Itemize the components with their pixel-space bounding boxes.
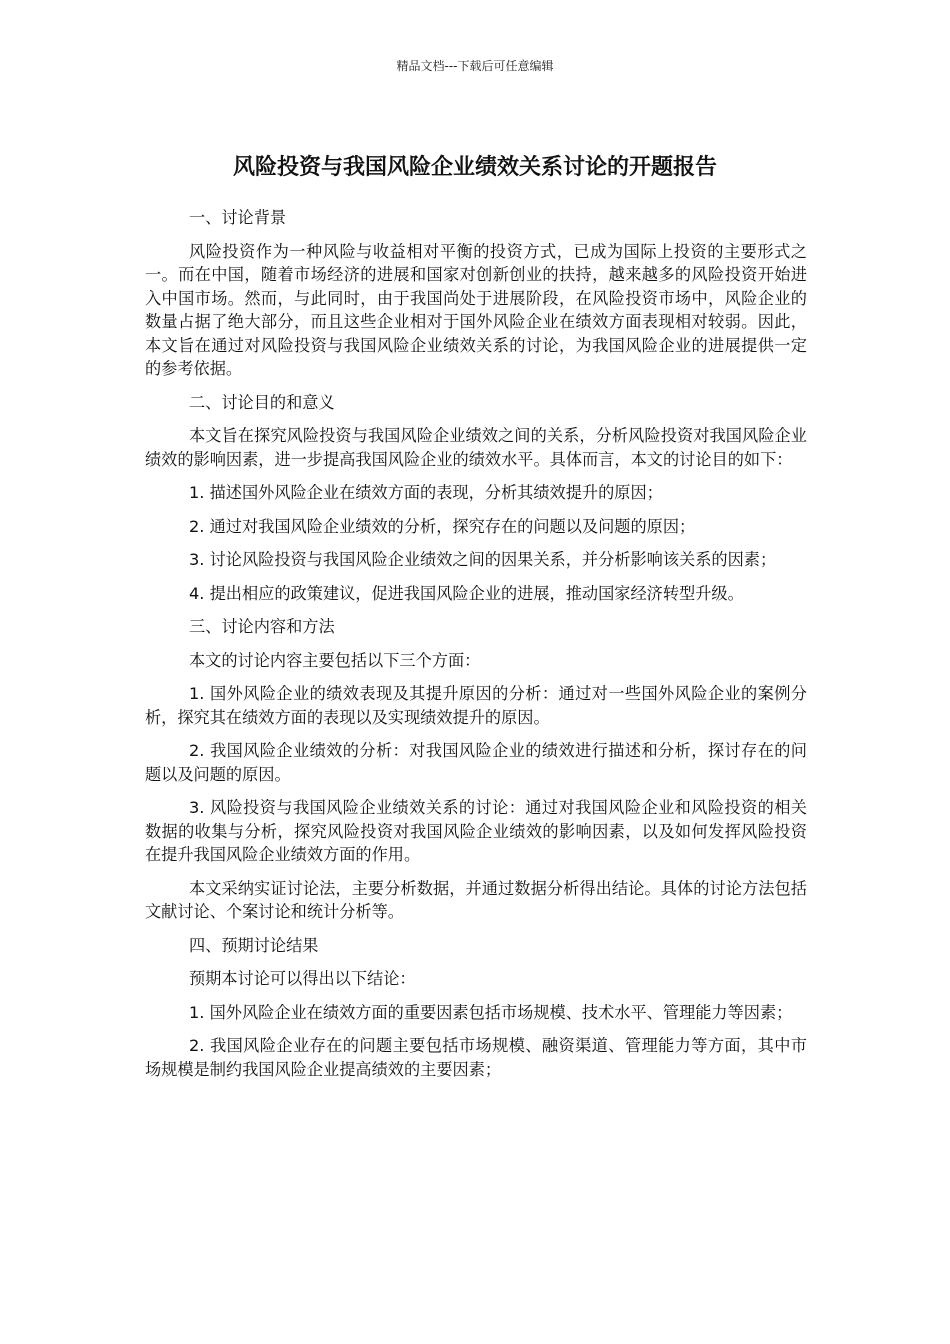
expected-item: 2. 我国风险企业存在的问题主要包括市场规模、融资渠道、管理能力等方面，其中市场规模是制约我国风险企业提高绩效的主要因素；: [145, 1036, 807, 1079]
background-paragraph: 风险投资作为一种风险与收益相对平衡的投资方式，已成为国际上投资的主要形式之一。而在中国，随着市场经济的进展和国家对创新创业的扶持，越来越多的风险投资开始进入中国市场。然而，与此同时，由于我国尚处于进展阶段，在风险投资市场中，风险企业的数量占据了绝大部分，而且这些企业相对于国外风险企业在绩效方面表现相对较弱。因此，本文旨在通过对风险投资与我国风险企业绩效关系的讨论，为我国风险企业的进展提供一定的参考依据。: [145, 241, 807, 378]
section-heading-purpose: 二、讨论目的和意义: [189, 392, 335, 412]
purpose-item: 2. 通过对我国风险企业绩效的分析，探究存在的问题以及问题的原因；: [189, 516, 696, 536]
page-header-watermark: 精品文档---下载后可任意编辑: [396, 59, 554, 73]
purpose-item: 3. 讨论风险投资与我国风险企业绩效之间的因果关系，并分析影响该关系的因素；: [189, 550, 777, 569]
purpose-intro-paragraph: 本文旨在探究风险投资与我国风险企业绩效之间的关系，分析风险投资对我国风险企业绩效的影响因素，进一步提高我国风险企业的绩效水平。具体而言，本文的讨论目的如下：: [145, 426, 807, 469]
content-item: 2. 我国风险企业绩效的分析：对我国风险企业的绩效进行描述和分析，探讨存在的问题以及问题的原因。: [145, 741, 807, 784]
section-heading-content: 三、讨论内容和方法: [189, 617, 335, 636]
content-intro-paragraph: 本文的讨论内容主要包括以下三个方面：: [189, 650, 481, 670]
expected-item: 1. 国外风险企业在绩效方面的重要因素包括市场规模、技术水平、管理能力等因素；: [189, 1002, 793, 1022]
document-title: 风险投资与我国风险企业绩效关系讨论的开题报告: [232, 154, 717, 180]
document-body: [145, 206, 807, 1091]
section-heading-expected: 四、预期讨论结果: [189, 935, 319, 955]
method-paragraph: 本文采纳实证讨论法，主要分析数据，并通过数据分析得出结论。具体的讨论方法包括文献讨论、个案讨论和统计分析等。: [145, 878, 807, 921]
purpose-item: 1. 描述国外风险企业在绩效方面的表现，分析其绩效提升的原因；: [189, 483, 663, 502]
section-heading-background: 一、讨论背景: [189, 208, 287, 227]
content-item: 3. 风险投资与我国风险企业绩效关系的讨论：通过对我国风险企业和风险投资的相关数据的收集与分析，探究风险投资对我国风险企业绩效的影响因素，以及如何发挥风险投资在提升我国风险企业绩效方面的作用。: [145, 798, 807, 864]
content-item: 1. 国外风险企业的绩效表现及其提升原因的分析：通过对一些国外风险企业的案例分析，探究其在绩效方面的表现以及实现绩效提升的原因。: [145, 684, 807, 727]
purpose-item: 4. 提出相应的政策建议，促进我国风险企业的进展，推动国家经济转型升级。: [189, 583, 744, 603]
expected-intro-paragraph: 预期本讨论可以得出以下结论：: [189, 969, 416, 988]
